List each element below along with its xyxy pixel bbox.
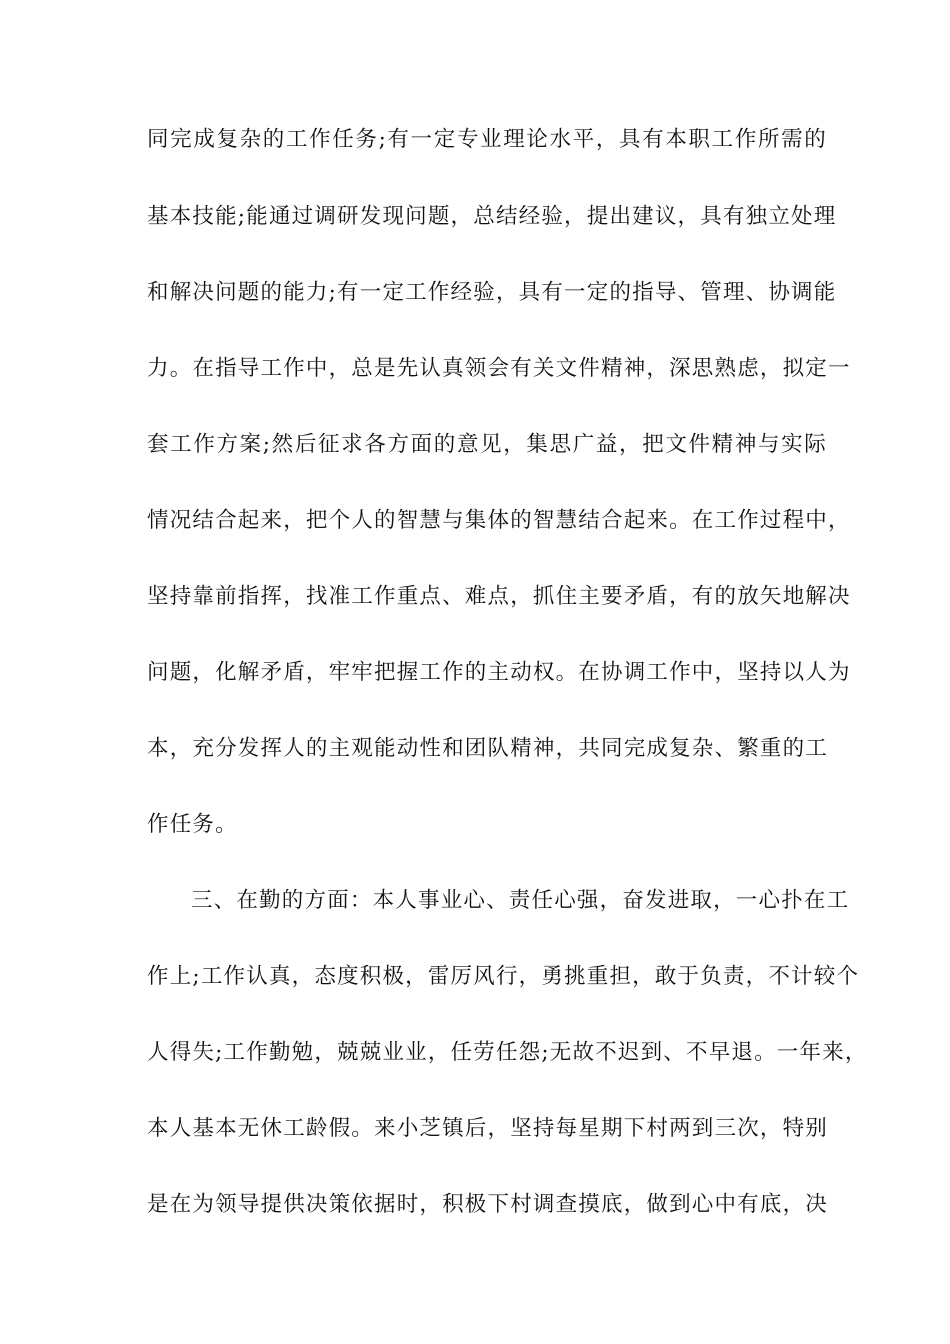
text-line: 本，充分发挥人的主观能动性和团队精神，共同完成复杂、繁重的工 bbox=[147, 736, 829, 761]
text-line: 作上;工作认真，态度积极，雷厉风行，勇挑重担，敢于负责，不计较个 bbox=[147, 964, 860, 989]
text-line: 套工作方案;然后征求各方面的意见，集思广益，把文件精神与实际 bbox=[147, 432, 827, 457]
section-heading-line: 三、在勤的方面：本人事业心、责任心强，奋发进取，一心扑在工 bbox=[191, 888, 850, 913]
text-line: 和解决问题的能力;有一定工作经验，具有一定的指导、管理、协调能 bbox=[147, 280, 837, 305]
text-line: 问题，化解矛盾，牢牢把握工作的主动权。在协调工作中，坚持以人为 bbox=[147, 660, 851, 685]
text-line: 坚持靠前指挥，找准工作重点、难点，抓住主要矛盾，有的放矢地解决 bbox=[147, 584, 851, 609]
text-line: 作任务。 bbox=[147, 812, 238, 837]
text-line: 力。在指导工作中，总是先认真领会有关文件精神，深思熟虑，拟定一 bbox=[147, 356, 851, 381]
text-line: 是在为领导提供决策依据时，积极下村调查摸底，做到心中有底，决 bbox=[147, 1192, 829, 1217]
text-line: 人得失;工作勤勉，兢兢业业，任劳任怨;无故不迟到、不早退。一年来， bbox=[147, 1040, 868, 1065]
text-line: 基本技能;能通过调研发现问题，总结经验，提出建议，具有独立处理 bbox=[147, 204, 837, 229]
text-line: 本人基本无休工龄假。来小芝镇后，坚持每星期下村两到三次，特别 bbox=[147, 1116, 829, 1141]
text-line: 同完成复杂的工作任务;有一定专业理论水平，具有本职工作所需的 bbox=[147, 127, 827, 152]
text-line: 情况结合起来，把个人的智慧与集体的智慧结合起来。在工作过程中， bbox=[147, 508, 851, 533]
